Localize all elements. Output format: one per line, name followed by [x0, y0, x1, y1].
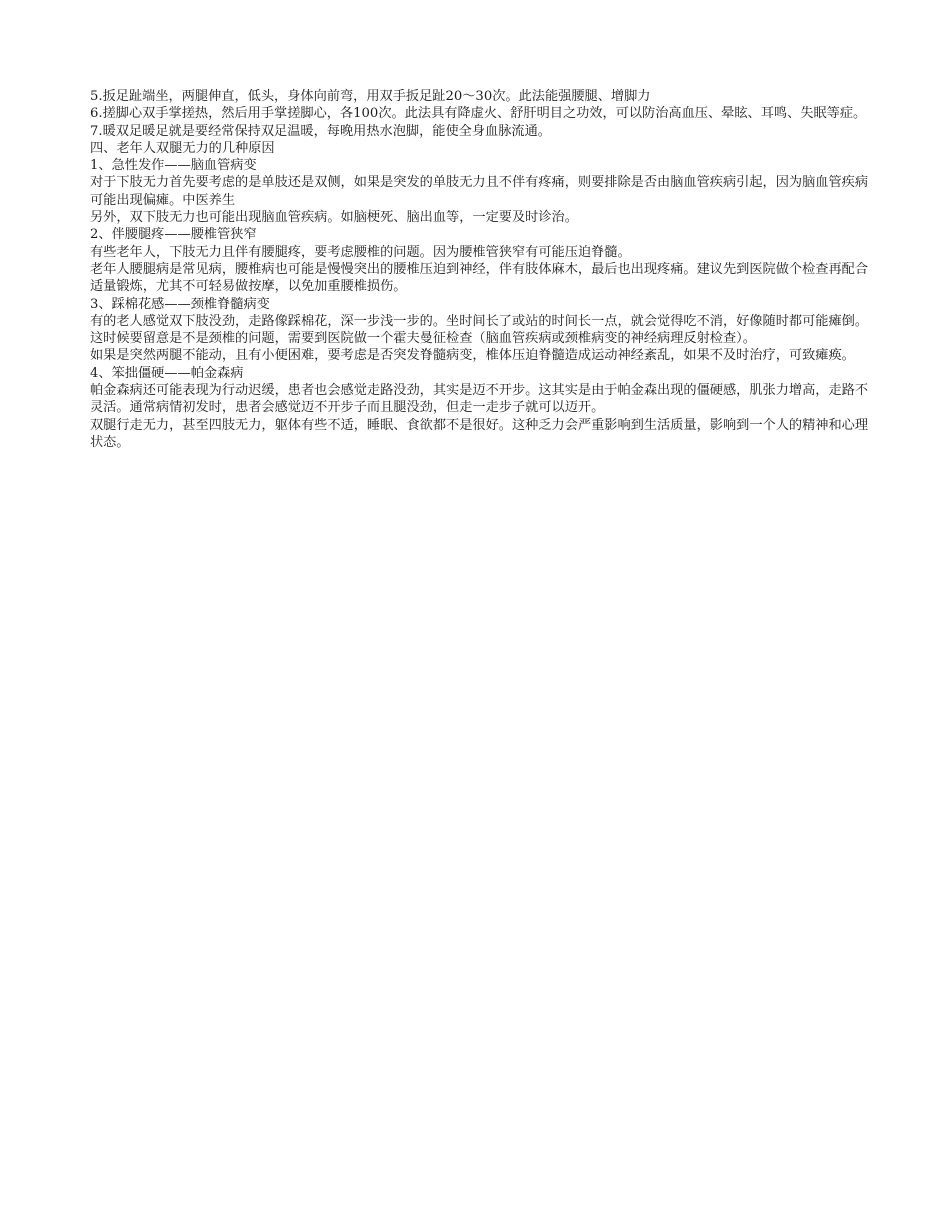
paragraph-cerebrovascular-1: 对于下肢无力首先要考虑的是单肢还是双侧，如果是突发的单肢无力且不伴有疼痛，则要排除是否由脑血管疾病引起，因为脑血管疾病可能出现偏瘫。中医养生 [90, 175, 869, 208]
paragraph-tip-5: 5.扳足趾端坐，两腿伸直，低头，身体向前弯，用双手扳足趾20～30次。此法能强腰腿、增脚力 [90, 89, 651, 104]
paragraph-cervical-1: 有的老人感觉双下肢没劲，走路像踩棉花，深一步浅一步的。坐时间长了或站的时间长一点，就会觉得吃不消，好像随时都可能瘫倒。这时候要留意是不是颈椎的问题，需要到医院做一个霍夫曼征检查（脑血管疾病或颈椎病变的神经病理反射检查）。 [90, 313, 869, 347]
paragraph-cerebrovascular-2: 另外，双下肢无力也可能出现脑血管疾病。如脑梗死、脑出血等，一定要及时诊治。 [90, 210, 578, 226]
subheading-cerebrovascular: 1、急性发作——脑血管病变 [90, 158, 257, 174]
document-body [90, 88, 870, 451]
paragraph-cervical-2: 如果是突然两腿不能动，且有小便困难，要考虑是否突发脊髓病变，椎体压迫脊髓造成运动神经紊乱，如果不及时治疗，可致瘫痪。 [90, 348, 855, 364]
paragraph-lumbar-2: 老年人腰腿病是常见病，腰椎病也可能是慢慢突出的腰椎压迫到神经，伴有肢体麻木，最后也出现疼痛。建议先到医院做个检查再配合适量锻炼，尤其不可轻易做按摩，以免加重腰椎损伤。 [90, 261, 869, 295]
paragraph-tip-7: 7.暖双足暖足就是要经常保持双足温暖，每晚用热水泡脚，能使全身血脉流通。 [90, 123, 551, 139]
paragraph-tip-6: 6.搓脚心双手掌搓热，然后用手掌搓脚心，各100次。此法具有降虚火、舒肝明目之功效，可以防治高血压、晕眩、耳鸣、失眠等症。 [90, 106, 867, 122]
section-heading-causes: 四、老年人双腿无力的几种原因 [90, 140, 275, 156]
paragraph-parkinsons-2: 双腿行走无力，甚至四肢无力，躯体有些不适，睡眠、食欲都不是很好。这种乏力会严重影响到生活质量，影响到一个人的精神和心理状态。 [90, 417, 869, 450]
paragraph-lumbar-1: 有些老年人，下肢无力且伴有腰腿疼，要考虑腰椎的问题。因为腰椎管狭窄有可能压迫脊髓。 [90, 244, 631, 260]
subheading-lumbar-stenosis: 2、伴腰腿疼——腰椎管狭窄 [90, 227, 257, 243]
subheading-parkinsons: 4、笨拙僵硬——帕金森病 [90, 365, 244, 381]
paragraph-parkinsons-1: 帕金森病还可能表现为行动迟缓，患者也会感觉走路没劲，其实是迈不开步。这其实是由于帕金森出现的僵硬感，肌张力增高，走路不灵活。通常病情初发时，患者会感觉迈不开步子而且腿没劲，但走一走步子就可以迈开。 [90, 383, 869, 416]
subheading-cervical-myelopathy: 3、踩棉花感——颈椎脊髓病变 [90, 296, 270, 312]
